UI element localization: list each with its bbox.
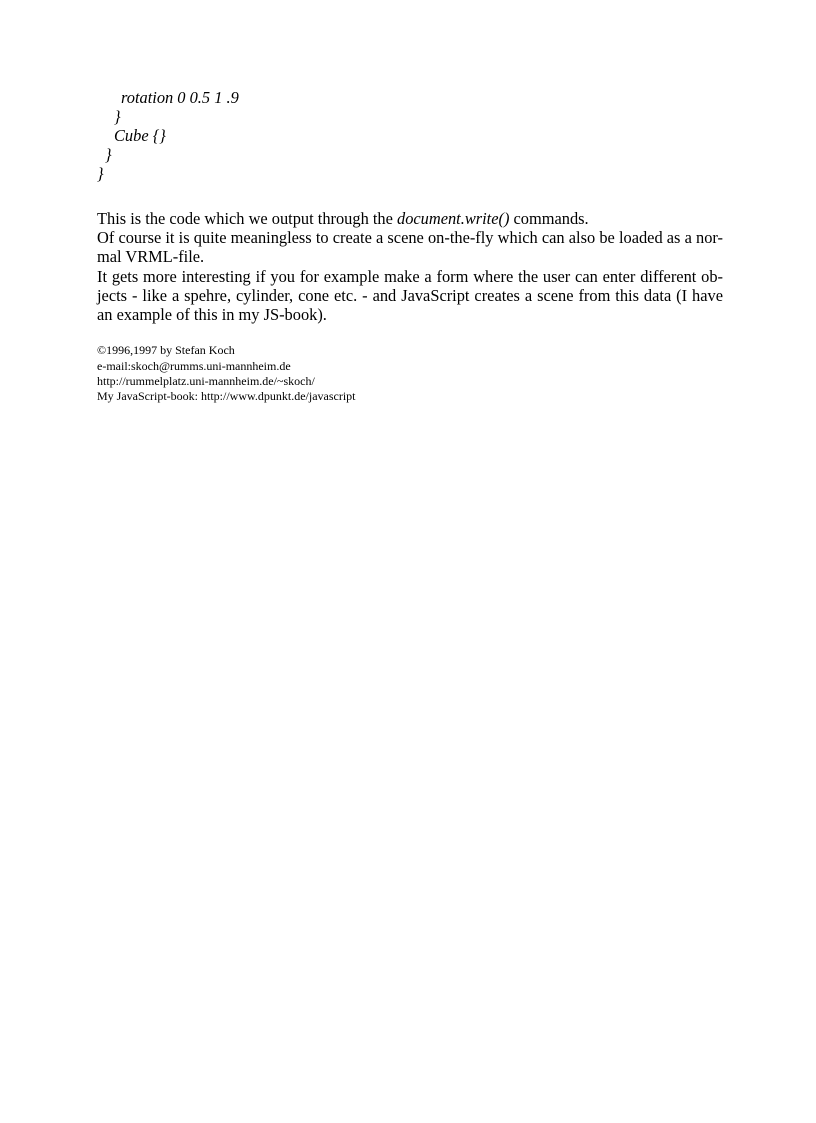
email-line: e-mail:skoch@rumms.uni-mannheim.de xyxy=(97,358,291,373)
code-block xyxy=(97,88,723,183)
code-line-rotation: rotation 0 0.5 1 .9 xyxy=(121,88,239,107)
code-line-close-brace: } xyxy=(114,107,121,126)
book-link-line: My JavaScript-book: http://www.dpunkt.de/javascript xyxy=(97,389,356,404)
inline-code: document.write() xyxy=(397,209,510,228)
paragraph-interesting: It gets more interesting if you for example make a form where the user can enter different ob-jects - like a spehre, cylinder, cone etc. - and JavaScript creates a scene from this data (I have an example of this in my JS-book). xyxy=(97,266,723,325)
document-page xyxy=(97,88,723,404)
code-line-cube: Cube {} xyxy=(114,126,166,145)
paragraph-meaningless: Of course it is quite meaningless to create a scene on-the-fly which can also be loaded as a nor-mal VRML-file. xyxy=(97,228,723,267)
copyright-line: ©1996,1997 by Stefan Koch xyxy=(97,343,235,358)
body-text xyxy=(97,209,723,324)
code-line-close-brace: } xyxy=(97,164,104,183)
code-line-close-brace: } xyxy=(105,145,112,164)
paragraph-text: commands. xyxy=(509,209,589,228)
paragraph-code-output xyxy=(97,209,723,228)
paragraph-text: This is the code which we output through the xyxy=(97,209,397,228)
footer xyxy=(97,343,723,404)
homepage-link: http://rummelplatz.uni-mannheim.de/~skoch/ xyxy=(97,373,315,388)
